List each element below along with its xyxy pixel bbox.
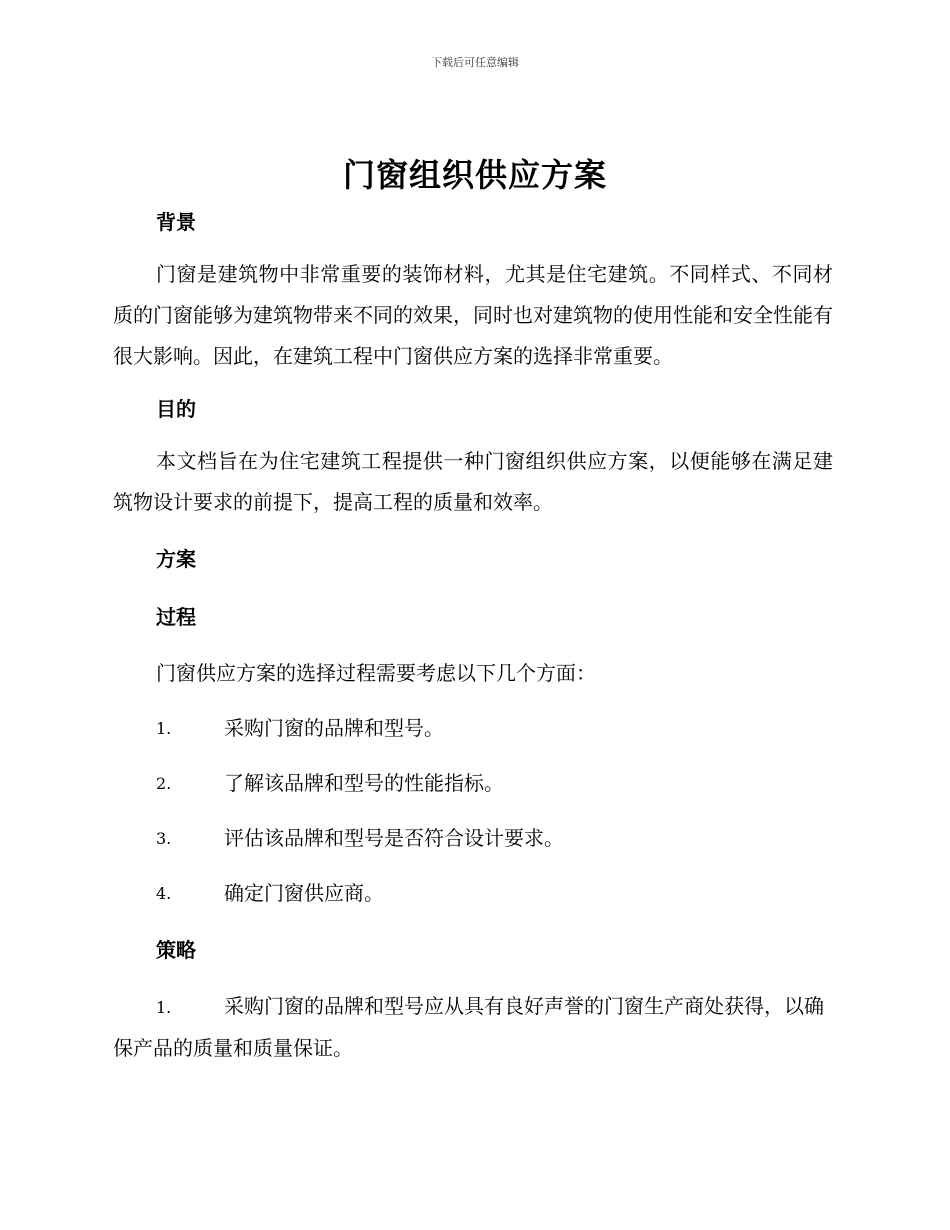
process-intro: 门窗供应方案的选择过程需要考虑以下几个方面：	[156, 661, 596, 685]
list-item	[113, 873, 833, 914]
list-item-text: 采购门窗的品牌和型号。	[224, 716, 444, 740]
section-heading-purpose: 目的	[156, 397, 196, 421]
section-process	[113, 595, 833, 914]
purpose-paragraph: 本文档旨在为住宅建筑工程提供一种门窗组织供应方案，以便能够在满足建筑物设计要求的前提下，提高工程的质量和效率。	[113, 449, 833, 514]
list-item	[113, 708, 833, 749]
document-title: 门窗组织供应方案	[342, 156, 607, 194]
section-heading-plan: 方案	[156, 547, 196, 571]
document-body	[113, 200, 833, 1069]
section-purpose	[113, 387, 833, 523]
list-item-number: 4.	[156, 884, 172, 903]
header-note: 下载后可任意编辑	[431, 56, 519, 69]
section-strategy	[113, 928, 833, 1069]
list-item-number: 3.	[156, 829, 172, 848]
list-item-text: 评估该品牌和型号是否符合设计要求。	[224, 826, 564, 850]
list-item-text: 确定门窗供应商。	[224, 881, 384, 905]
section-heading-process: 过程	[156, 605, 196, 629]
section-background	[113, 200, 833, 377]
list-item	[113, 986, 833, 1069]
section-heading-strategy: 策略	[156, 938, 196, 962]
section-heading-background: 背景	[156, 210, 196, 234]
list-item	[113, 818, 833, 859]
list-item	[113, 763, 833, 804]
list-item-number: 1.	[156, 998, 172, 1017]
list-item-text: 采购门窗的品牌和型号应从具有良好声誉的门窗生产商处获得，以确保产品的质量和质量保证。	[113, 994, 824, 1060]
list-item-number: 1.	[156, 719, 172, 738]
section-plan	[113, 537, 833, 581]
list-item-number: 2.	[156, 774, 172, 793]
list-item-text: 了解该品牌和型号的性能指标。	[224, 771, 504, 795]
background-paragraph: 门窗是建筑物中非常重要的装饰材料，尤其是住宅建筑。不同样式、不同材质的门窗能够为建筑物带来不同的效果，同时也对建筑物的使用性能和安全性能有很大影响。因此，在建筑工程中门窗供应方案的选择非常重要。	[113, 262, 833, 368]
